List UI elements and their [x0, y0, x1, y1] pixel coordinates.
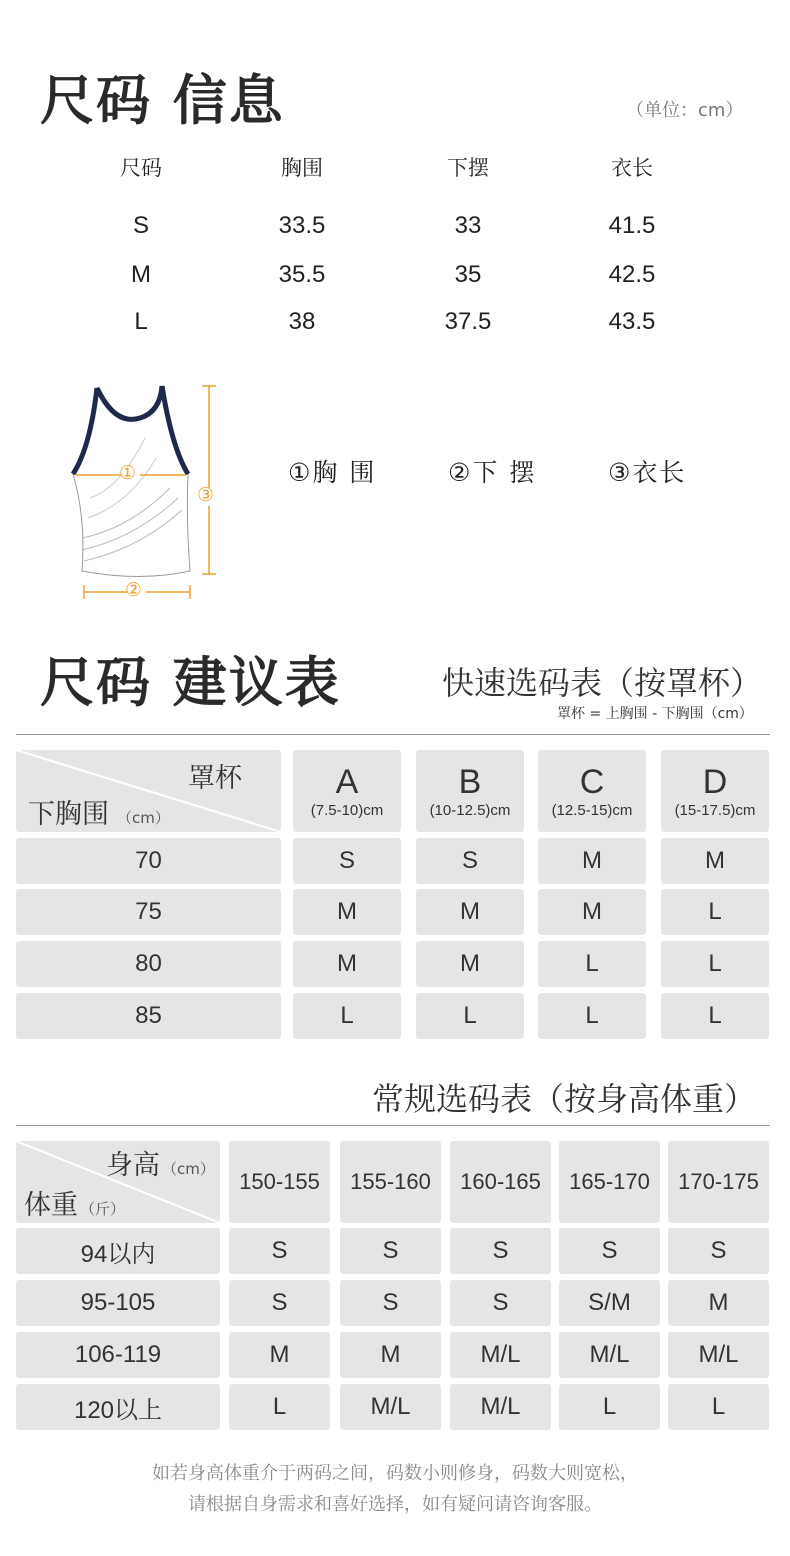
footer-note-line-1: 如若身高体重介于两码之间，码数小则修身，码数大则宽松，	[152, 1463, 638, 1484]
table-cell: 33.5	[278, 212, 326, 239]
weight-row-label: 106-119	[16, 1332, 220, 1378]
divider	[16, 734, 770, 735]
table-cell: 43.5	[608, 308, 656, 335]
cup-formula: 罩杯 = 上胸围 - 下胸围（cm）	[557, 706, 753, 722]
regular-table-title: 常规选码表（按身高体重）	[372, 1080, 757, 1118]
corner-cup-label: 罩杯	[188, 763, 242, 794]
height-header: 165-170	[559, 1141, 660, 1223]
table-cell: M	[416, 941, 524, 987]
table-cell: 35.5	[278, 261, 326, 288]
table-cell: S	[559, 1228, 660, 1274]
corner-height-label: 身高 （cm）	[106, 1150, 215, 1181]
divider	[16, 1125, 770, 1126]
table-cell: S	[668, 1228, 769, 1274]
table-cell: M	[340, 1332, 441, 1378]
chest-mark: ①	[119, 462, 137, 484]
header-length: 衣长	[611, 156, 653, 180]
cup-header-c: C (12.5-15)cm	[538, 750, 646, 832]
legend-hem: ②下 摆	[448, 458, 537, 487]
hw-table-corner	[16, 1141, 220, 1223]
weight-row-label: 94以内	[16, 1228, 220, 1274]
table-cell: S	[450, 1228, 551, 1274]
hem-mark: ②	[125, 579, 143, 601]
table-cell: M	[416, 889, 524, 935]
table-cell: 42.5	[608, 261, 656, 288]
legend-chest: ①胸 围	[288, 458, 377, 487]
underbust-row-label: 85	[16, 993, 281, 1039]
table-cell: S	[416, 838, 524, 884]
table-cell: 37.5	[444, 308, 492, 335]
cup-header-a: A (7.5-10)cm	[293, 750, 401, 832]
weight-row-label: 120以上	[16, 1384, 220, 1430]
table-cell: S	[340, 1228, 441, 1274]
table-cell: M	[131, 261, 151, 288]
table-cell: 41.5	[608, 212, 656, 239]
size-info-title: 尺码 信息	[40, 69, 285, 132]
table-cell: L	[668, 1384, 769, 1430]
table-cell: L	[661, 889, 769, 935]
table-cell: M/L	[668, 1332, 769, 1378]
table-cell: S	[229, 1280, 330, 1326]
table-cell: M/L	[450, 1332, 551, 1378]
cup-header-b: B (10-12.5)cm	[416, 750, 524, 832]
table-cell: M	[538, 889, 646, 935]
table-cell: M	[229, 1332, 330, 1378]
cup-table-corner	[16, 750, 281, 832]
tank-top-diagram	[60, 378, 230, 608]
table-cell: M	[293, 941, 401, 987]
corner-weight-label: 体重 （斤）	[24, 1190, 126, 1221]
underbust-row-label: 70	[16, 838, 281, 884]
table-cell: L	[538, 941, 646, 987]
table-cell: L	[559, 1384, 660, 1430]
height-header: 150-155	[229, 1141, 330, 1223]
table-cell: M	[538, 838, 646, 884]
corner-underbust-label: 下胸围 （cm）	[28, 799, 170, 830]
height-header: 160-165	[450, 1141, 551, 1223]
header-size: 尺码	[120, 156, 162, 180]
height-header: 155-160	[340, 1141, 441, 1223]
legend-length: ③衣长	[608, 458, 687, 487]
table-cell: L	[416, 993, 524, 1039]
table-cell: S/M	[559, 1280, 660, 1326]
table-cell: S	[132, 212, 149, 239]
suggestion-title: 尺码 建议表	[40, 651, 341, 714]
table-cell: 35	[454, 261, 482, 288]
header-hem: 下摆	[447, 156, 489, 180]
header-chest: 胸围	[281, 156, 323, 180]
table-cell: M	[668, 1280, 769, 1326]
length-mark: ③	[197, 484, 215, 506]
underbust-row-label: 75	[16, 889, 281, 935]
table-cell: L	[538, 993, 646, 1039]
table-cell: S	[293, 838, 401, 884]
unit-note: （单位：cm）	[626, 100, 744, 121]
table-cell: L	[134, 308, 148, 335]
table-cell: 33	[454, 212, 482, 239]
underbust-row-label: 80	[16, 941, 281, 987]
table-cell: L	[661, 941, 769, 987]
table-cell: M/L	[450, 1384, 551, 1430]
table-cell: 38	[288, 308, 316, 335]
table-cell: M/L	[340, 1384, 441, 1430]
table-cell: S	[340, 1280, 441, 1326]
table-cell: M	[293, 889, 401, 935]
table-cell: M/L	[559, 1332, 660, 1378]
table-cell: S	[229, 1228, 330, 1274]
cup-header-d: D (15-17.5)cm	[661, 750, 769, 832]
footer-note-line-2: 请根据自身需求和喜好选择，如有疑问请咨询客服。	[188, 1494, 602, 1515]
table-cell: L	[661, 993, 769, 1039]
table-cell: L	[229, 1384, 330, 1430]
quick-table-title: 快速选码表（按罩杯）	[442, 664, 763, 702]
table-cell: S	[450, 1280, 551, 1326]
weight-row-label: 95-105	[16, 1280, 220, 1326]
height-header: 170-175	[668, 1141, 769, 1223]
table-cell: M	[661, 838, 769, 884]
table-cell: L	[293, 993, 401, 1039]
